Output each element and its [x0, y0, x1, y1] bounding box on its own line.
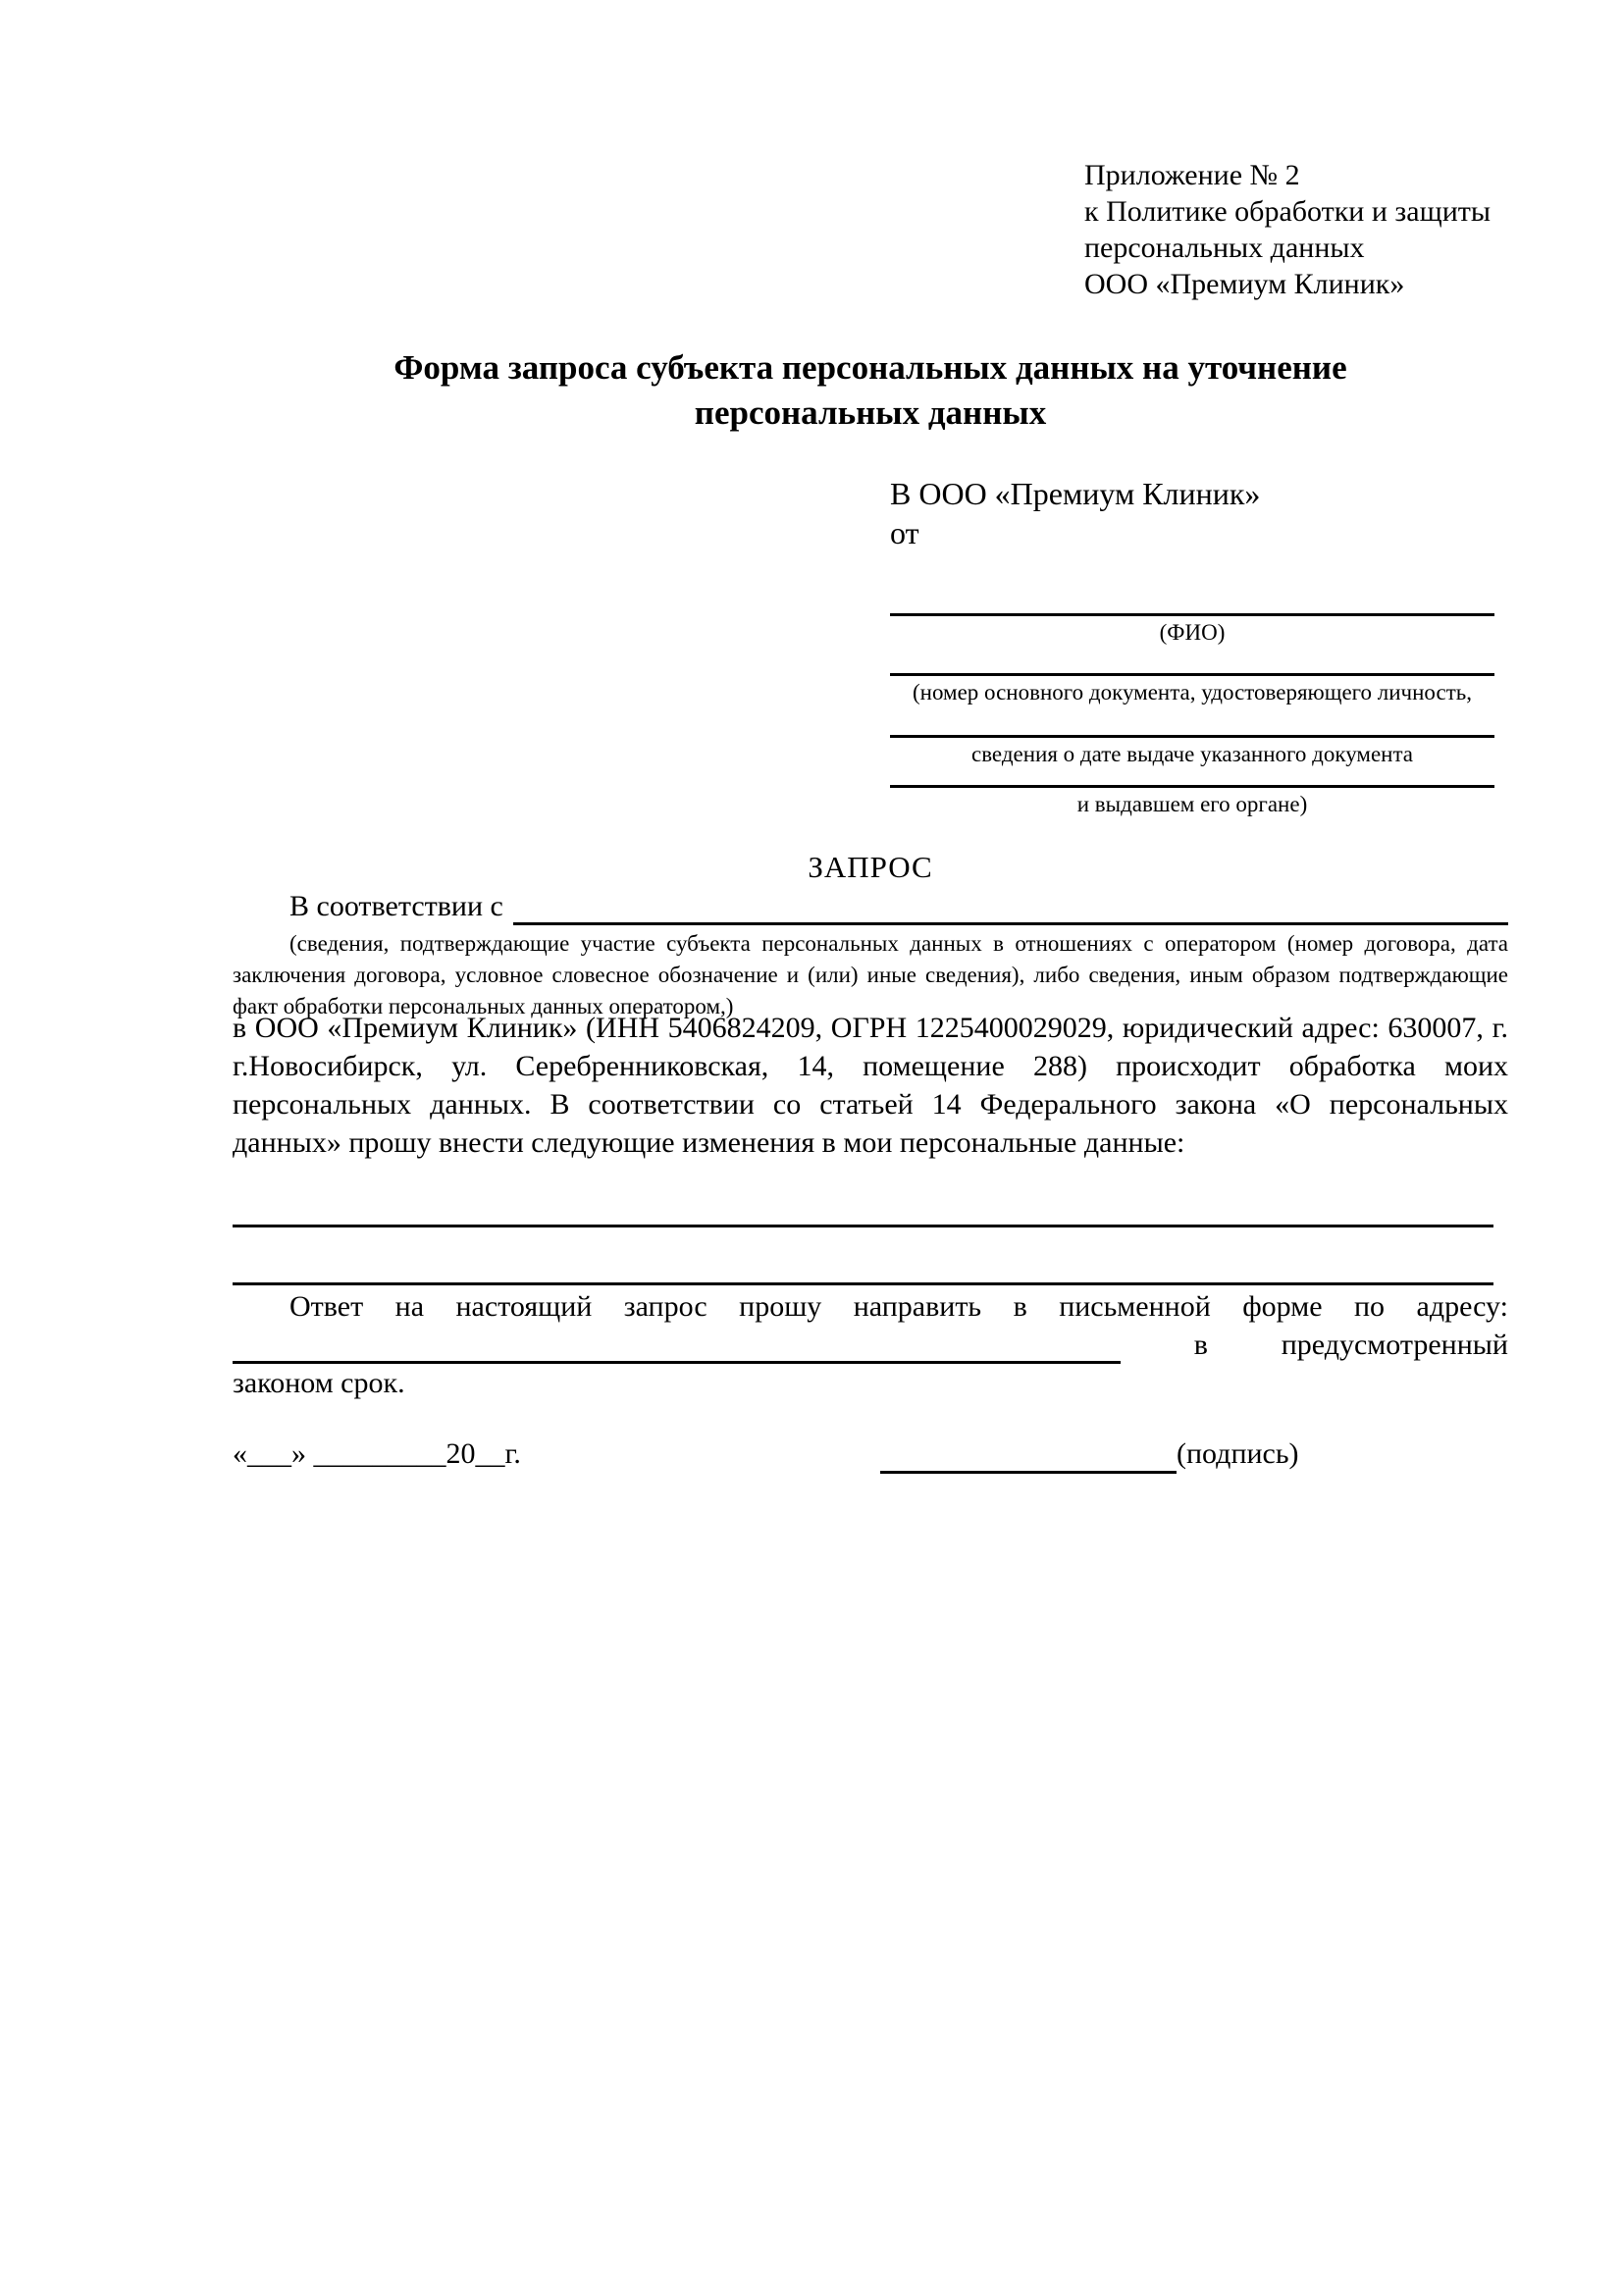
- changes-fill-line-2: [233, 1249, 1493, 1285]
- appendix-line: Приложение № 2: [1084, 159, 1300, 191]
- appendix-block: [1084, 157, 1491, 302]
- addressee-from-label: от: [890, 515, 919, 550]
- issuing-authority-caption: и выдавшем его органе): [1076, 792, 1308, 816]
- reply-word-v: в: [1193, 1329, 1208, 1361]
- addressee-block: [890, 474, 1494, 819]
- date-line: «___» _________20__г.: [233, 1437, 521, 1470]
- issuing-authority-fill-line: [890, 769, 1494, 788]
- grounds-footnote: (сведения, подтверждающие участие субъекта персональных данных в отношениях с оператором (номер договора, дата заключения договора, условное словесное обозначение и (или) иные сведения), либо сведения, иным образом подтверждающие факт обработки персональных данных оператором,): [233, 931, 1508, 1018]
- fio-caption: (ФИО): [1159, 620, 1226, 645]
- request-heading: ЗАПРОС: [808, 850, 933, 884]
- grounds-fill-line: [513, 889, 1508, 925]
- reply-word-provided: предусмотренный: [1281, 1329, 1508, 1361]
- form-title-text: Форма запроса субъекта персональных данных на уточнение персональных данных: [393, 348, 1347, 432]
- appendix-line: к Политике обработки и защиты: [1084, 195, 1492, 228]
- reply-line-2: [233, 1326, 1508, 1364]
- appendix-line: персональных данных: [1084, 232, 1365, 264]
- fio-fill-line: [890, 552, 1494, 616]
- signature-fill-line: [880, 1437, 1177, 1474]
- reply-line-1: Ответ на настоящий запрос прошу направить в письменной форме по адресу:: [289, 1290, 1508, 1323]
- date-signature-row: [233, 1435, 1508, 1478]
- reply-address-fill-line: [233, 1331, 1121, 1364]
- reply-paragraph: [233, 1287, 1508, 1402]
- doc-number-caption: (номер основного документа, удостоверяющего личность,: [912, 680, 1472, 704]
- request-body-paragraph: в ООО «Премиум Клиник» (ИНН 5406824209, ОГРН 1225400029029, юридический адрес: 630007, г. г.Новосибирск, ул. Серебренниковская, 14, помещение 288) происходит обработка моих персональных данных. В соответствии со статьей 14 Федерального закона «О персональных данных» прошу внести следующие изменения в мои персональные данные:: [233, 1012, 1508, 1159]
- signature-block: [880, 1435, 1299, 1474]
- form-title: [233, 345, 1508, 436]
- addressee-organization: В ООО «Премиум Клиник»: [890, 476, 1261, 511]
- changes-fill-line-1: [233, 1191, 1493, 1227]
- issue-date-caption: сведения о дате выдаче указанного документа: [970, 742, 1414, 766]
- intro-line: [233, 888, 1508, 925]
- appendix-line: ООО «Премиум Клиник»: [1084, 268, 1405, 300]
- doc-number-fill-line: [890, 648, 1494, 676]
- reply-line-3: законом срок.: [233, 1367, 405, 1399]
- issue-date-fill-line: [890, 707, 1494, 738]
- signature-caption: (подпись): [1177, 1437, 1299, 1470]
- intro-prefix: В соответствии с: [289, 890, 503, 922]
